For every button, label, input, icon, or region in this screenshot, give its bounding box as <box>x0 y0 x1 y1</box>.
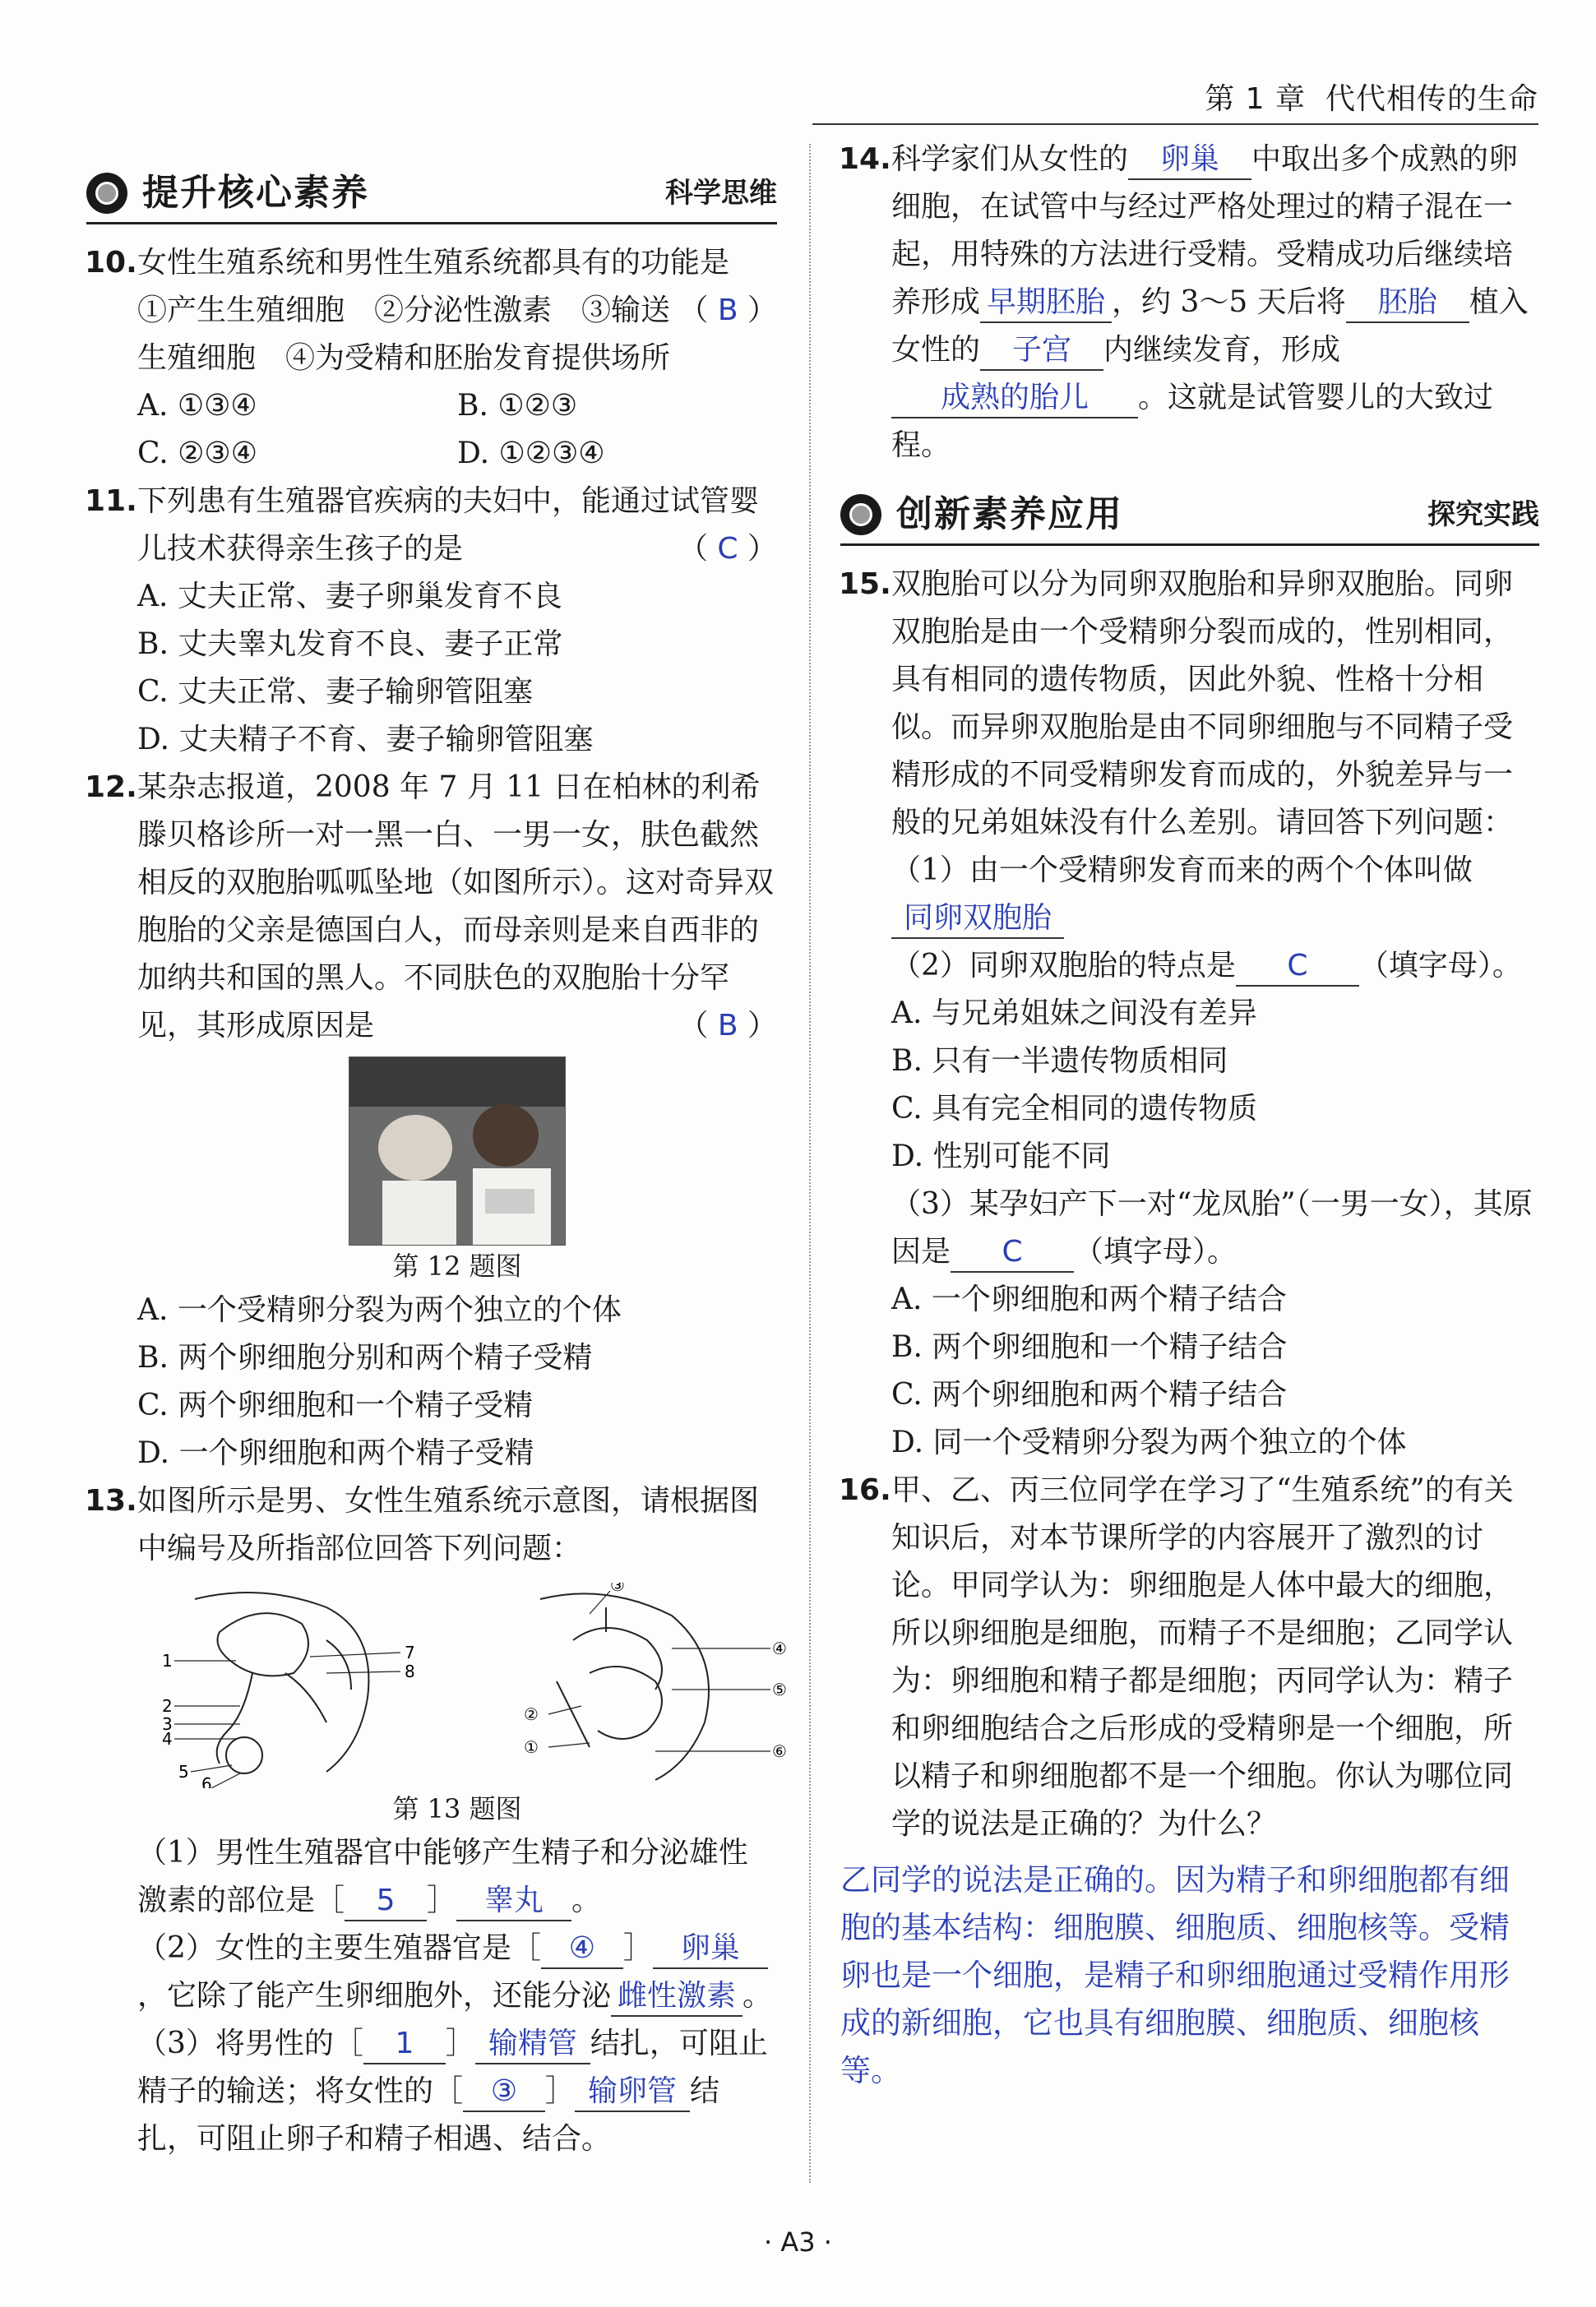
page-header <box>1185 76 1538 118</box>
chapter-number: 第 1 章 <box>1205 82 1306 116</box>
question-15 <box>840 561 1539 1467</box>
option-a: A. ①③④ <box>137 389 257 423</box>
sub-question-2-tail: 它除了能产生卵细胞外，还能分泌 <box>167 1979 612 2013</box>
answer-blank: 同卵双胞胎 <box>891 899 1064 939</box>
option-c: C. 两个卵细胞和一个精子受精 <box>137 1389 534 1422</box>
question-stem: 某杂志报道，2008 年 7 月 11 日在柏林的利希滕贝格诊所一对一黑一白、一男一女，肤色截然相反的双胞胎呱呱坠地（如图所示）。这对奇异双胞胎的父亲是德国白人，而母亲则是来自西非的加纳共和国的黑人。不同肤色的双胞胎十分罕见，其形成原因是 <box>137 770 775 1043</box>
answer-blank: 输精管 <box>475 2025 590 2064</box>
answer-choice: C <box>717 532 738 566</box>
section-tag: 探究实践 <box>1427 498 1539 531</box>
female-label-1: ① <box>524 1737 539 1757</box>
option-c: C. 两个卵细胞和两个精子结合 <box>891 1378 1288 1412</box>
text-segment: 植入女性的 <box>891 285 1529 367</box>
male-label-5: 5 <box>178 1762 189 1782</box>
figure-caption: 第 12 题图 <box>392 1251 522 1282</box>
question-number: 10. <box>85 246 137 280</box>
sub-question-3: （3）将男性的［ <box>137 2027 363 2060</box>
question-number: 16. <box>839 1473 891 1507</box>
question-16 <box>840 1467 1539 1848</box>
question-number: 14. <box>839 142 891 176</box>
section-title: 提升核心素养 <box>142 172 369 214</box>
option-d: D. ①②③④ <box>457 437 605 470</box>
section-title: 创新素养应用 <box>896 493 1123 535</box>
reproductive-system-diagram <box>162 1583 787 1788</box>
answer-blank: 5 <box>345 1882 427 1921</box>
sub-question-3-mid: 结扎，可阻止精子的输送；将女性的［ <box>137 2027 768 2108</box>
text-segment: 科学家们从女性的 <box>891 142 1129 176</box>
option-b: B. ①②③ <box>457 389 578 423</box>
section-tag: 科学思维 <box>665 177 777 210</box>
sub-question-3: （3）某孕妇产下一对“龙凤胎”（一男一女），其原因是 <box>891 1187 1533 1269</box>
option-b: B. 两个卵细胞和一个精子结合 <box>891 1330 1288 1364</box>
twins-photo <box>349 1056 566 1246</box>
female-label-2: ② <box>524 1704 539 1724</box>
sub-question-2: （2）女性的主要生殖器官是［ <box>137 1931 541 1965</box>
question-number: 12. <box>85 770 137 804</box>
option-c: C. ②③④ <box>137 437 257 470</box>
handwritten-answer: 乙同学的说法是正确的。因为精子和卵细胞都有细胞的基本结构：细胞膜、细胞质、细胞核等。受精卵也是一个细胞，是精子和卵细胞通过受精作用形成的新细胞，它也具有细胞膜、细胞质、细胞核等。 <box>840 1862 1510 2088</box>
question-stem: 下列患有生殖器官疾病的夫妇中，能通过试管婴儿技术获得亲生孩子的是 <box>137 484 760 566</box>
answer-blank: 胚胎 <box>1346 284 1469 323</box>
option-b: B. 只有一半遗传物质相同 <box>891 1044 1228 1078</box>
right-column <box>840 136 1539 2095</box>
header-rule <box>812 123 1538 125</box>
question-14 <box>840 136 1539 469</box>
male-label-3: 3 <box>162 1714 173 1734</box>
question-number: 11. <box>85 484 137 518</box>
question-stem: 如图所示是男、女性生殖系统示意图，请根据图中编号及所指部位回答下列问题： <box>137 1484 760 1565</box>
option-b: B. 两个卵细胞分别和两个精子受精 <box>137 1341 593 1375</box>
question-13: 13. 如图所示是男、女性生殖系统示意图，请根据图中编号及所指部位回答下列问题： 1 2 3 4 5 6 7 8 ① ② ③ ④ ⑤ ⑥ 第 13 题图 （1）男性生殖器官中能够产生精子和分泌雄性激素的部位是［ 5 ］ 睾丸 。 （2）女性的主要生殖器官是［ ④ ］ 卵巢，它除了能产生卵细胞外，还能分泌 雌性激素 。 （3）将男性的［ 1 ］ 输精管 结扎，可阻止精子的输送；将女性的［ ③ ］ 输卵管 结扎，可阻止卵子和精子相遇、结合。 <box>86 1477 777 2163</box>
answer-blank: 1 <box>363 2025 446 2064</box>
question-12 <box>86 764 777 1477</box>
option-c: C. 丈夫正常、妻子输卵管阻塞 <box>137 675 534 709</box>
question-stem: 女性生殖系统和男性生殖系统都具有的功能是 <box>137 246 730 280</box>
answer-bracket: （ B ） <box>678 294 777 327</box>
left-column <box>85 164 787 2163</box>
option-d: D. 同一个受精卵分裂为两个独立的个体 <box>891 1426 1407 1459</box>
question-stem: 甲、乙、丙三位同学在学习了“生殖系统”的有关知识后，对本节课所学的内容展开了激烈的讨论。甲同学认为：卵细胞是人体中最大的细胞，所以卵细胞是细胞，而精子不是细胞；乙同学认为：卵细胞和精子都是细胞；丙同学认为：精子和卵细胞结合之后形成的受精卵是一个细胞，所以精子和卵细胞都不是一个细胞。你认为哪位同学的说法是正确的？为什么？ <box>891 1473 1514 1841</box>
text-segment: 中取出多个成熟的卵细胞，在试管中与经过严格处理过的精子混在一起，用特殊的方法进行受精。受精成功后继续培养形成 <box>891 142 1519 319</box>
option-d: D. 一个卵细胞和两个精子受精 <box>137 1436 534 1470</box>
column-divider <box>809 144 811 2183</box>
answer-blank: 卵巢 <box>653 1930 768 1969</box>
section-bullet-icon <box>840 494 881 535</box>
sub-question-2: （2）同卵双胞胎的特点是 <box>891 949 1236 982</box>
option-b: B. 丈夫睾丸发育不良、妻子正常 <box>137 627 563 661</box>
female-label-4: ④ <box>772 1639 787 1658</box>
question-items: ①产生生殖细胞 ②分泌性激素 ③输送生殖细胞 ④为受精和胚胎发育提供场所 <box>137 294 671 375</box>
answer-bracket: （ B ） <box>678 1009 777 1043</box>
male-label-1: 1 <box>162 1651 173 1671</box>
chapter-title: 代代相传的生命 <box>1325 82 1538 116</box>
answer-choice: B <box>717 294 738 327</box>
male-label-4: 4 <box>162 1729 173 1749</box>
male-label-2: 2 <box>162 1696 173 1716</box>
option-d: D. 丈夫精子不育、妻子输卵管阻塞 <box>137 723 594 756</box>
option-a: A. 一个卵细胞和两个精子结合 <box>891 1283 1287 1316</box>
sub-question-1: （1）男性生殖器官中能够产生精子和分泌雄性激素的部位是［ <box>137 1836 748 1917</box>
section-heading-core <box>86 164 777 224</box>
female-label-6: ⑥ <box>772 1741 787 1761</box>
answer-blank: 输卵管 <box>575 2073 690 2112</box>
option-a: A. 丈夫正常、妻子卵巢发育不良 <box>137 580 562 613</box>
answer-blank: ④ <box>541 1930 623 1969</box>
answer-blank: 早期胚胎 <box>980 284 1112 323</box>
twins-photo-illustration <box>349 1057 565 1245</box>
female-label-3: ③ <box>610 1583 625 1595</box>
sub-question-1: （1）由一个受精卵发育而来的两个个体叫做 <box>891 853 1473 887</box>
answer-blank: ③ <box>463 2073 545 2112</box>
sub-question-3-tail: 结扎，可阻止卵子和精子相遇、结合。 <box>137 2074 720 2156</box>
text-segment: （填字母）。 <box>1074 1235 1237 1269</box>
answer-blank: 雌性激素 <box>611 1977 742 2017</box>
male-label-7: 7 <box>405 1643 415 1662</box>
option-d: D. 性别可能不同 <box>891 1140 1111 1173</box>
female-label-5: ⑤ <box>772 1680 787 1699</box>
option-a: A. 与兄弟姐妹之间没有差异 <box>891 996 1257 1030</box>
text-segment: （填字母）。 <box>1358 949 1522 982</box>
reproductive-diagram-drawing <box>162 1583 787 1788</box>
text-segment: 。这就是试管婴儿的大致过程。 <box>891 381 1494 462</box>
section-bullet-icon <box>86 173 127 214</box>
question-10 <box>86 239 777 478</box>
answer-blank: C <box>1236 947 1359 987</box>
page-number: · A3 · <box>764 2226 832 2258</box>
male-label-8: 8 <box>405 1662 415 1681</box>
answer-blank: 睾丸 <box>456 1882 571 1921</box>
figure-caption: 第 13 题图 <box>392 1793 522 1824</box>
answer-blank: 子宫 <box>980 331 1103 371</box>
question-stem: 双胞胎可以分为同卵双胞胎和异卵双胞胎。同卵双胞胎是由一个受精卵分裂而成的，性别相同，具有相同的遗传物质，因此外貌、性格十分相似。而异卵双胞胎是由不同卵细胞与不同精子受精形成的不同受精卵发育而成的，外貌差异与一般的兄弟姐妹没有什么差别。请回答下列问题： <box>891 567 1514 839</box>
option-a: A. 一个受精卵分裂为两个独立的个体 <box>137 1293 622 1327</box>
text-segment: ，约 3～5 天后将 <box>1112 285 1346 319</box>
answer-bracket: （ C ） <box>678 532 777 566</box>
answer-blank: 成熟的胎儿 <box>891 379 1138 418</box>
section-heading-innovation <box>840 486 1539 546</box>
question-number: 15. <box>839 567 891 601</box>
text-segment: 内继续发育，形成 <box>1103 333 1341 367</box>
male-label-6: 6 <box>201 1774 212 1788</box>
answer-choice: B <box>717 1009 738 1043</box>
question-11 <box>86 478 777 764</box>
option-c: C. 具有完全相同的遗传物质 <box>891 1092 1258 1126</box>
answer-blank: C <box>951 1233 1074 1273</box>
question-number: 13. <box>85 1484 137 1518</box>
answer-blank: 卵巢 <box>1128 141 1251 180</box>
